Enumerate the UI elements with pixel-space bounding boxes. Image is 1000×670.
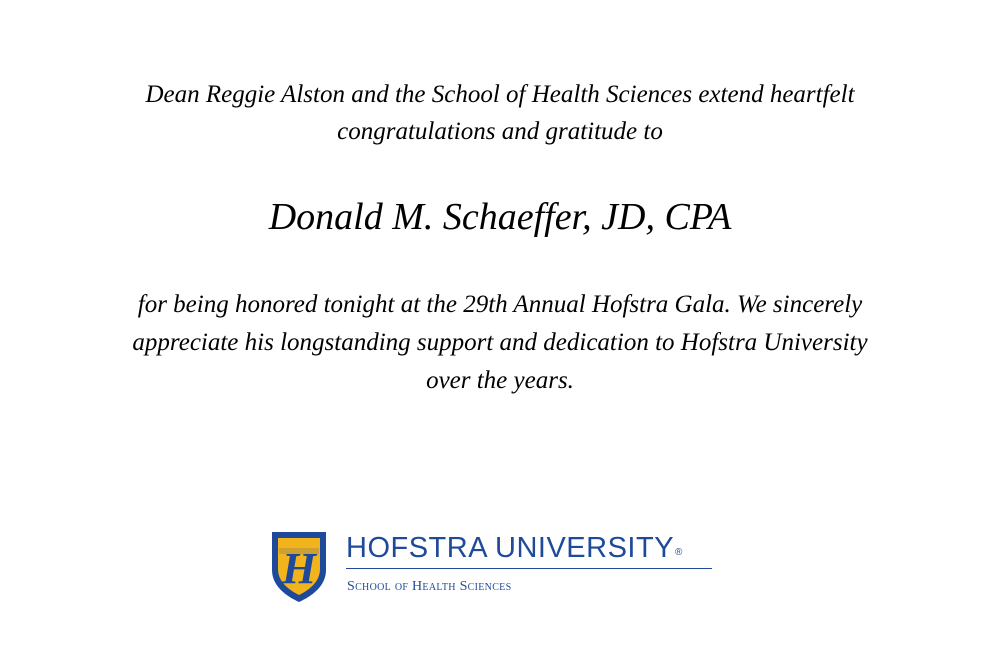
logo-divider — [346, 568, 712, 569]
university-name — [346, 532, 683, 565]
body-line: for being honored tonight at the 29th Annual Hofstra Gala. We sincerely — [137, 291, 863, 318]
school-name: School of Health Sciences — [347, 579, 512, 594]
shield-letter: H — [281, 544, 317, 593]
hofstra-logo — [270, 530, 720, 610]
registered-mark: ® — [675, 547, 683, 558]
body-line: appreciate his longstanding support and dedication to Hofstra University — [132, 329, 868, 356]
intro-line: Dean Reggie Alston and the School of Health Sciences extend heartfelt — [145, 81, 855, 108]
intro-text — [40, 76, 960, 150]
honoree-name: Donald M. Schaeffer, JD, CPA — [268, 196, 732, 238]
university-name-text: HOFSTRA UNIVERSITY — [346, 532, 675, 564]
body-text — [40, 286, 960, 400]
body-line: over the years. — [426, 367, 574, 394]
intro-line: congratulations and gratitude to — [337, 118, 663, 145]
shield-icon — [270, 530, 328, 604]
